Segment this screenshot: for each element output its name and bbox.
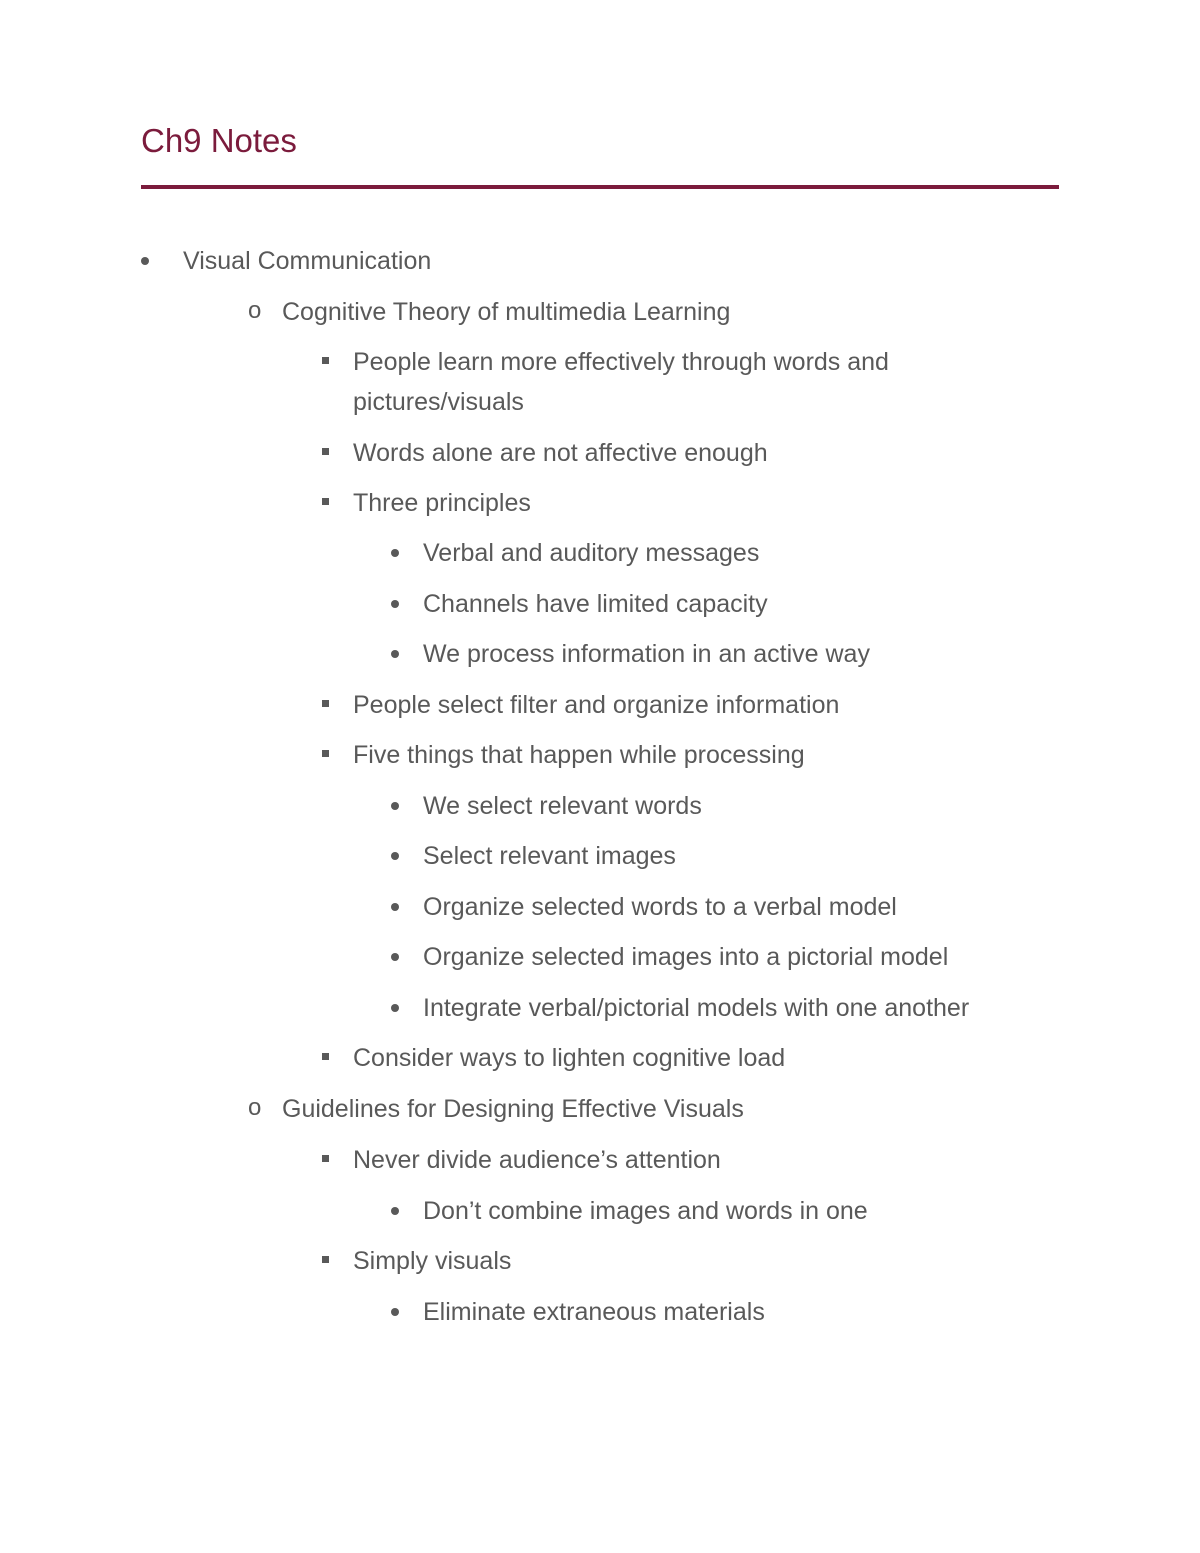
list-item-text: Integrate verbal/pictorial models with one another xyxy=(423,994,970,1022)
list-item-text: Visual Communication xyxy=(183,247,432,275)
list-item-text: Cognitive Theory of multimedia Learning xyxy=(282,298,731,326)
list-item-text: We process information in an active way xyxy=(423,640,870,668)
list-item-text: Consider ways to lighten cognitive load xyxy=(353,1044,786,1072)
page-title: Ch9 Notes xyxy=(141,122,297,159)
list-item-text: Guidelines for Designing Effective Visuals xyxy=(282,1095,744,1123)
list-item-text: Organize selected words to a verbal model xyxy=(423,893,897,921)
list-item-text: People learn more effectively through words and xyxy=(353,348,889,376)
list-item-text: Eliminate extraneous materials xyxy=(423,1298,765,1326)
list-item-text: We select relevant words xyxy=(423,792,702,820)
list-item-text: pictures/visuals xyxy=(353,388,524,416)
list-item-text: People select filter and organize information xyxy=(353,691,840,719)
list-item-text: Simply visuals xyxy=(353,1247,512,1275)
list-item-text: Select relevant images xyxy=(423,842,676,870)
list-item-text: Organize selected images into a pictorial model xyxy=(423,943,949,971)
list-item-text: Five things that happen while processing xyxy=(353,741,805,769)
list-item-text: Don’t combine images and words in one xyxy=(423,1197,868,1225)
list-item-text: Never divide audience’s attention xyxy=(353,1146,721,1174)
list-item-text: Words alone are not affective enough xyxy=(353,439,768,467)
document-page: Ch9 Notes Visual Communication o Cognitive Theory of multimedia Learning People learn more effectively through words and pictures/visuals Words alone are not affective enough Three principles Verbal and auditory messages Channels have limited capacity We process information in an active way People select filter and organize information Five things that happen while processing We select relevant words Select relevant images Organize selected words to a verbal model Organize selected images into a pictorial model Integrate verbal/pictorial models with one another Consider ways to lighten cognitive load o Guidelines for Designing Effective Visuals Never divide audience’s attention Don’t combine images and words in one Simply visuals Eliminate extraneous materials xyxy=(0,0,1200,1553)
title-divider xyxy=(141,185,1059,189)
list-item-text: Channels have limited capacity xyxy=(423,590,768,618)
list-item-text: Three principles xyxy=(353,489,531,517)
list-item-text: Verbal and auditory messages xyxy=(423,539,760,567)
